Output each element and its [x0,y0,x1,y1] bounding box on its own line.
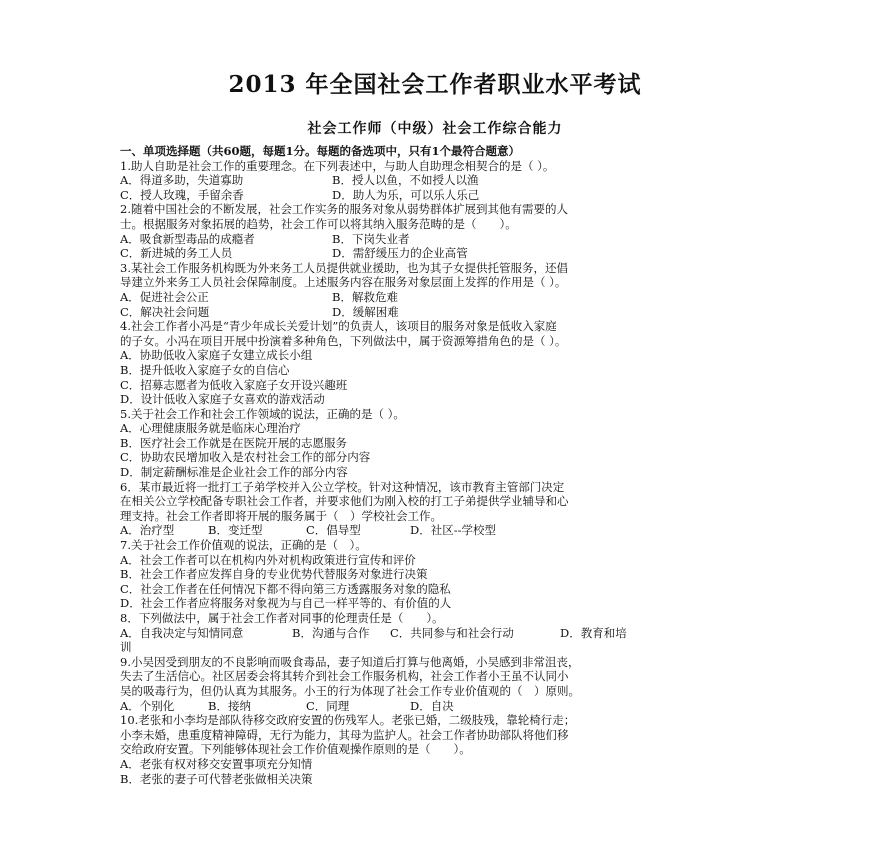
question-stem-line: 3.某社会工作服务机构既为外来务工人员提供就业援助，也为其子女提供托管服务，还倡 [120,260,568,275]
answer-option: A．自我决定与知情同意 [120,625,244,640]
answer-option: D．需舒缓压力的企业高管 [332,246,468,261]
question-stem-line: 5.关于社会工作和社会工作领域的说法，正确的是（ ）。 [120,406,405,421]
question-2 [120,202,760,260]
option-row [120,305,760,320]
question-stem-line: 9.小吴因受到朋友的不良影响而吸食毒品，妻子知道后打算与他离婚，小吴感到非常沮丧， [120,654,580,669]
question-stem-line: 理支持。社会工作者即将开展的服务属于（ ）学校社会工作。 [120,508,442,523]
option-row [120,392,760,407]
answer-option: C．倡导型 [306,523,361,538]
question-stem-line: 吴的吸毒行为，但仍认真为其服务。小王的行为体现了社会工作专业价值观的（ ）原则。 [120,683,580,698]
option-row [120,378,760,393]
answer-option: B．医疗社会工作就是在医院开展的志愿服务 [120,435,347,450]
answer-option: B．授人以鱼，不如授人以渔 [332,173,479,188]
answer-option: C．同理 [306,698,350,713]
answer-option: D．社会工作者应将服务对象视为与自己一样平等的、有价值的人 [120,596,452,611]
answer-option: C．社会工作者在任何情况下都不得向第三方透露服务对象的隐私 [120,581,451,596]
question-stem-line: 2.随着中国社会的不断发展，社会工作实务的服务对象从弱势群体扩展到其他有需要的人 [120,202,568,217]
question-stem-line: 4.社会工作者小冯是“青少年成长关爱计划”的负责人，该项目的服务对象是低收入家庭 [120,319,557,334]
option-row [120,173,760,188]
option-row [120,582,760,597]
question-list [120,144,760,786]
answer-option: A．促进社会公正 [120,289,209,304]
answer-option: C．解决社会问题 [120,304,210,319]
option-row [120,699,760,714]
option-row [120,363,760,378]
question-stem-line: 交给政府安置。下列能够体现社会工作价值观操作原则的是（ ）。 [120,742,471,757]
answer-option: C．招募志愿者为低收入家庭子女开设兴趣班 [120,377,348,392]
option-row [120,450,760,465]
option-continuation: 训 [120,640,132,655]
answer-option: D．社区--学校型 [410,523,496,538]
option-row [120,421,760,436]
question-stem-line: 1.助人自助是社会工作的重要理念。在下列表述中，与助人自助理念相契合的是（ ）。 [120,158,555,173]
option-row [120,757,760,772]
option-row [120,348,760,363]
question-stem-line: 6．某市最近将一批打工子弟学校并入公立学校。针对这种情况，该市教育主管部门决定 [120,479,565,494]
question-8 [120,611,760,655]
option-row [120,596,760,611]
answer-option: B．解救危难 [332,289,398,304]
answer-option: D．制定薪酬标准是企业社会工作的部分内容 [120,465,348,480]
answer-option: A．协助低收入家庭子女建立成长小组 [120,348,313,363]
answer-option: C．共同参与和社会行动 [390,625,514,640]
section-heading: 一、单项选择题（共60题，每题1分。每题的备选项中，只有1个最符合题意） [120,144,521,158]
question-10 [120,713,760,786]
exam-title: 2013 年全国社会工作者职业水平考试 [228,71,642,98]
option-row [120,553,760,568]
question-3 [120,261,760,319]
answer-option: D．设计低收入家庭子女喜欢的游戏活动 [120,392,325,407]
question-stem-line: 失去了生活信心。社区居委会将其转介到社会工作服务机构，社会工作者小王虽不认同小 [120,669,569,684]
answer-option: B．接纳 [208,698,251,713]
answer-option: A．治疗型 [120,523,175,538]
option-row [120,567,760,582]
answer-option: C．授人玫瑰，手留余香 [120,187,244,202]
answer-option: A．心理健康服务就是临床心理治疗 [120,421,301,436]
answer-option: D．助人为乐，可以乐人乐己 [332,187,480,202]
question-stem-line: 10.老张和小李均是部队待移交政府安置的伤残军人。老张已婚，二级肢残，靠轮椅行走； [120,713,576,728]
question-4 [120,319,760,407]
option-row [120,246,760,261]
option-row [120,436,760,451]
answer-option: C．协助农民增加收入是农村社会工作的部分内容 [120,450,371,465]
question-stem-line: 士。根据服务对象拓展的趋势，社会工作可以将其纳入服务范畴的是（ ）。 [120,216,517,231]
answer-option: D．自决 [410,698,454,713]
answer-option: A．个别化 [120,698,175,713]
answer-option: B．沟通与合作 [292,625,370,640]
question-7 [120,538,760,611]
question-stem-line: 7.关于社会工作价值观的说法，正确的是（ ）。 [120,538,367,553]
option-row [120,290,760,305]
answer-option: B．下岗失业者 [332,231,410,246]
option-row [120,626,760,641]
answer-option: B．社会工作者应发挥自身的专业优势代替服务对象进行决策 [120,567,428,582]
option-row [120,523,760,538]
question-stem-line: 在相关公立学校配备专职社会工作者，并要求他们为刚入校的打工子弟提供学业辅导和心 [120,494,569,509]
option-row [120,772,760,787]
option-row [120,465,760,480]
question-stem-line: 导建立外来务工人员社会保障制度。上述服务内容在服务对象层面上发挥的作用是（ ）。 [120,275,567,290]
answer-option: A．社会工作者可以在机构内外对机构政策进行宣传和评价 [120,552,416,567]
question-1 [120,159,760,203]
answer-option: D．教育和培 [560,625,627,640]
answer-option: A．得道多助，失道寡助 [120,173,244,188]
answer-option: A．老张有权对移交安置事项充分知情 [120,756,313,771]
question-stem-line: 8．下列做法中，属于社会工作者对同事的伦理责任是（ ）。 [120,611,444,625]
answer-option: D．缓解困难 [332,304,399,319]
question-stem-line: 的子女。小冯在项目开展中扮演着多种角色，下列做法中，属于资源筹措角色的是（ ）。 [120,333,567,348]
question-5 [120,407,760,480]
answer-option: C．新进城的务工人员 [120,246,233,261]
question-9 [120,655,760,713]
question-6 [120,480,760,538]
answer-option: A．吸食新型毒品的成瘾者 [120,231,255,246]
option-row [120,232,760,247]
question-stem-line: 小李未婚，患重度精神障碍，无行为能力，其母为监护人。社会工作者协助部队将他们移 [120,727,569,742]
answer-option: B．变迁型 [208,523,263,538]
answer-option: B．提升低收入家庭子女的自信心 [120,362,290,377]
option-row [120,188,760,203]
answer-option: B．老张的妻子可代替老张做相关决策 [120,771,313,786]
exam-subtitle: 社会工作师（中级）社会工作综合能力 [307,121,563,137]
